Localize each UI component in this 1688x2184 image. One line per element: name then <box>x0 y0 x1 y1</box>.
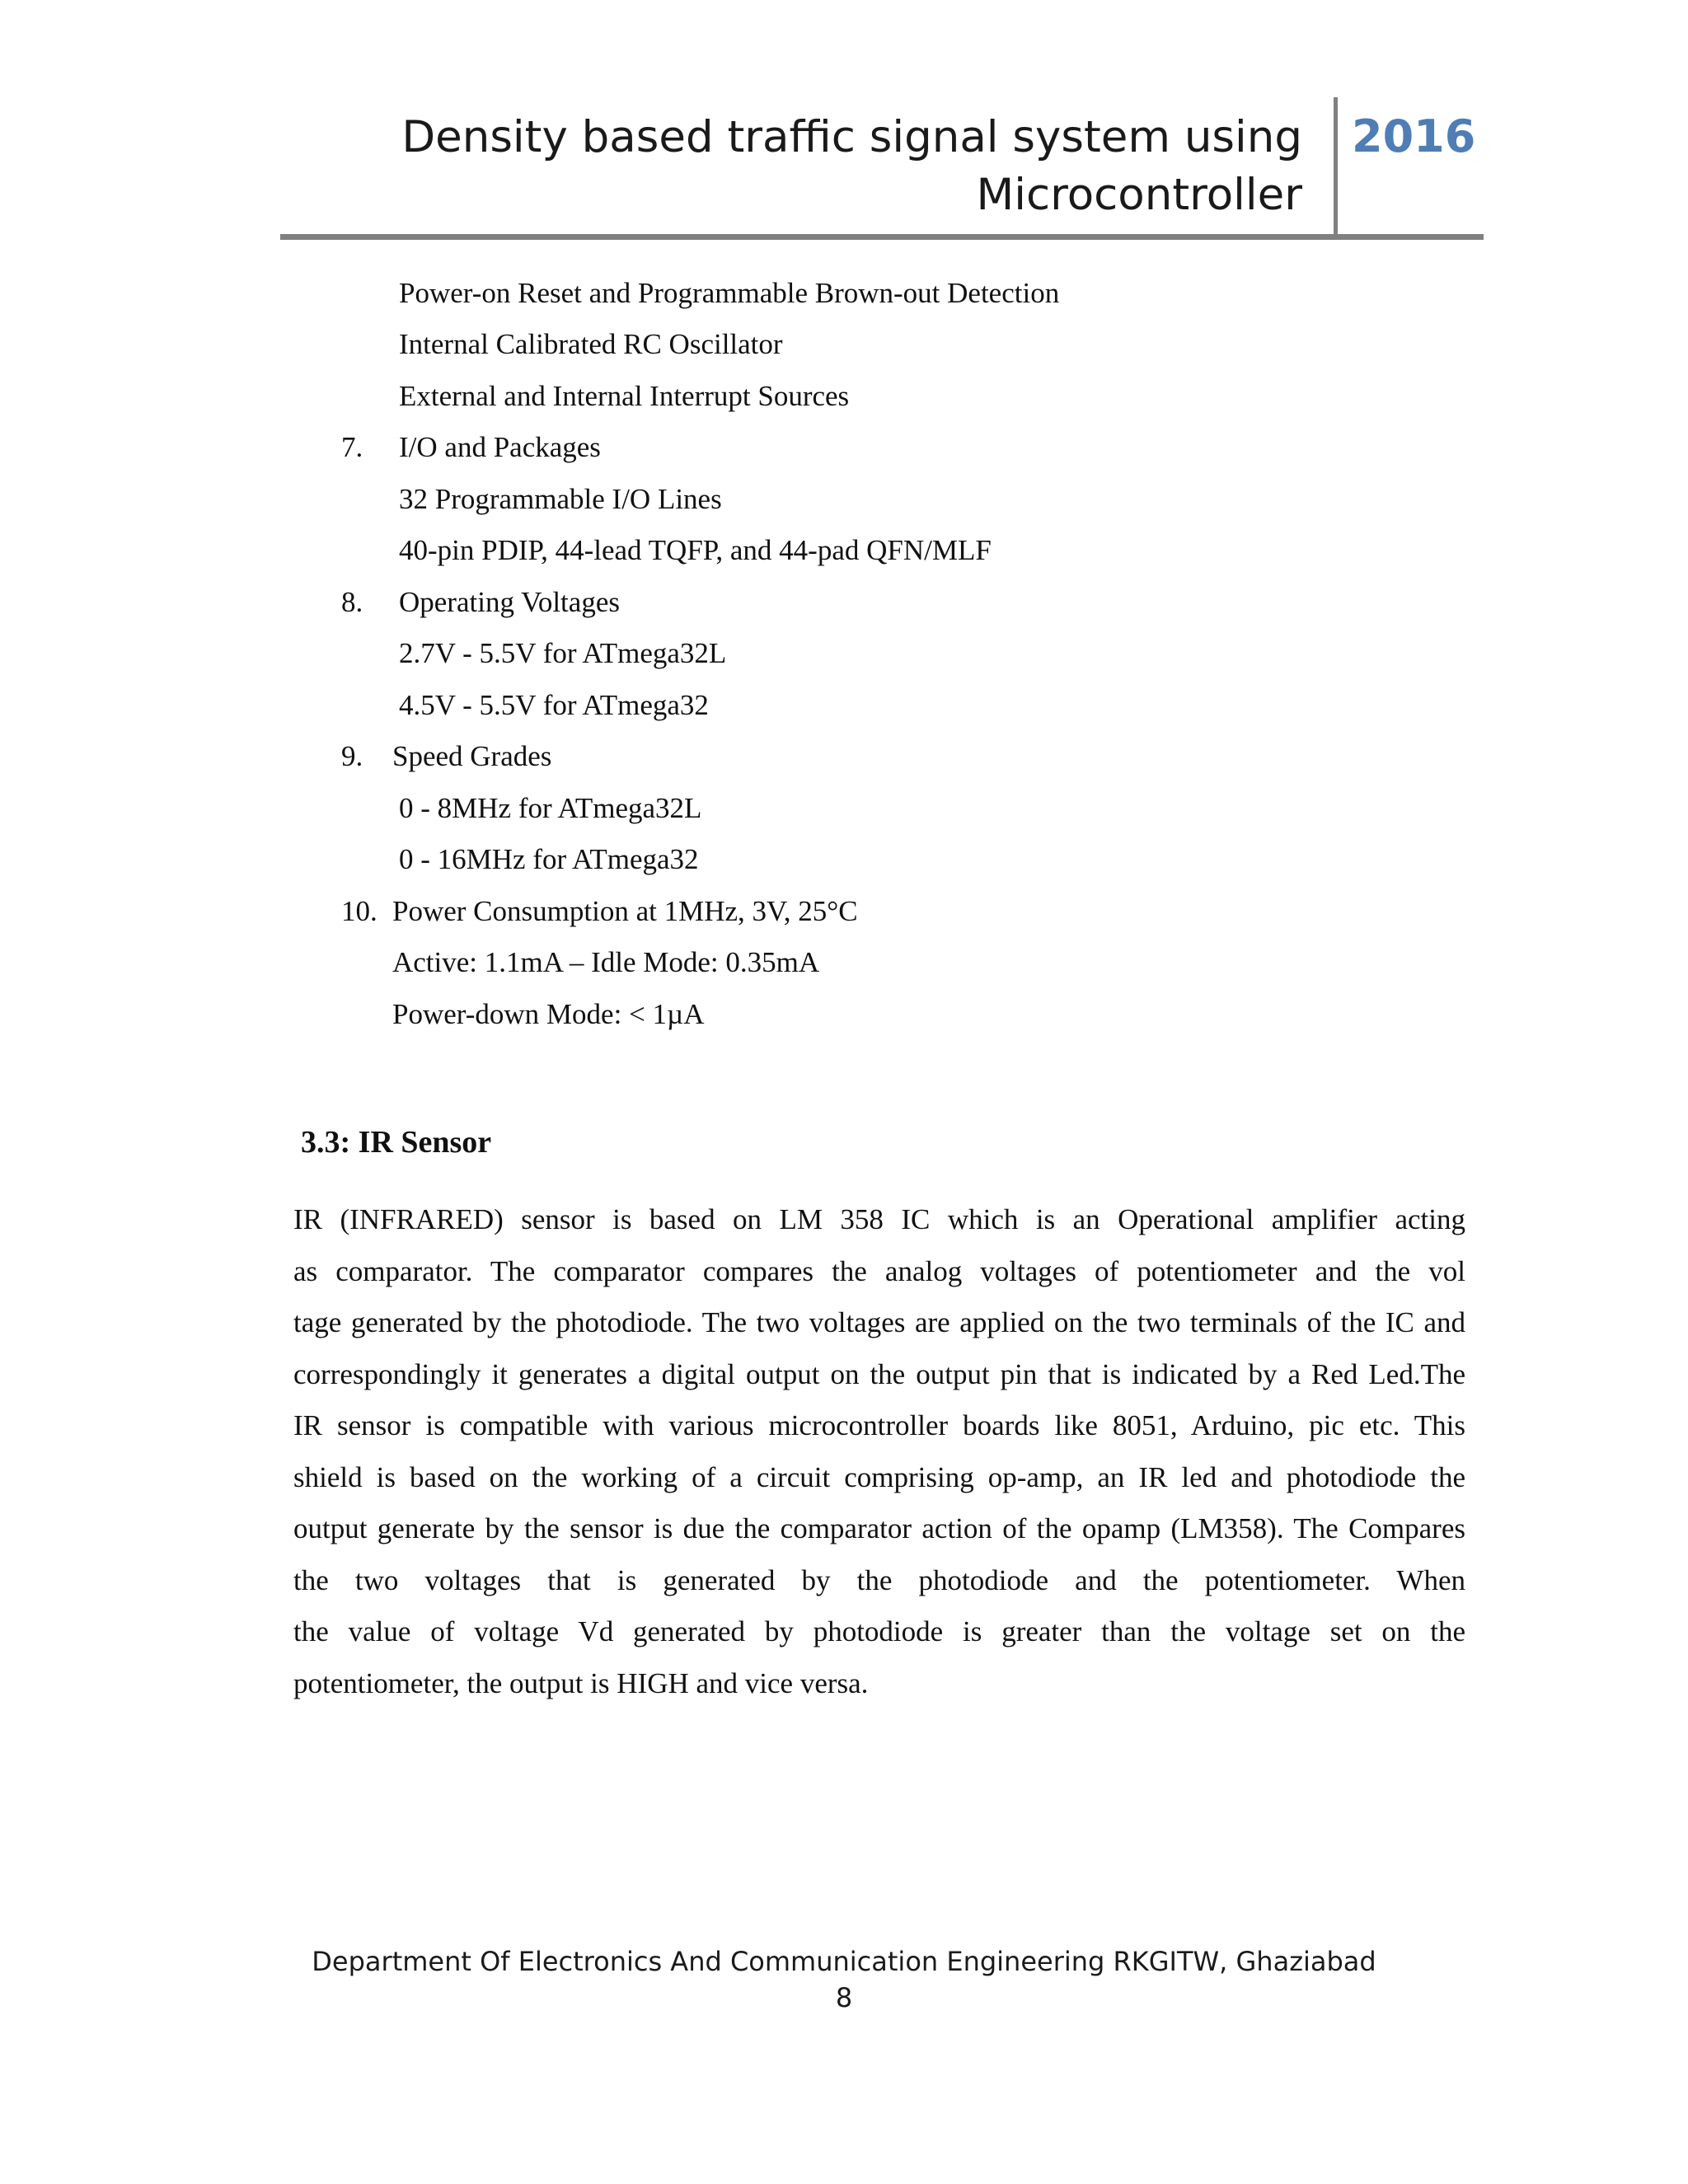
list-item-number: 10. <box>341 895 377 927</box>
list-item-number: 9. <box>341 740 363 772</box>
header-horizontal-rule <box>280 234 1484 240</box>
list-item-label: I/O and Packages <box>399 431 601 463</box>
list-subitem: 0 - 16MHz for ATmega32 <box>399 843 699 875</box>
list-subitem: Internal Calibrated RC Oscillator <box>399 328 783 360</box>
list-subitem: Power-down Mode: < 1µA <box>392 998 705 1030</box>
list-subitem: Active: 1.1mA – Idle Mode: 0.35mA <box>392 946 820 978</box>
paragraph-line: the two voltages that is generated by the photodiode and the potentiometer. When <box>293 1563 1465 1596</box>
page-number: 8 <box>835 1982 853 2013</box>
list-subitem: 32 Programmable I/O Lines <box>399 483 722 515</box>
paragraph-line: shield is based on the working of a circuit comprising op-amp, an IR led and photodiode the <box>293 1460 1465 1493</box>
list-item-number: 8. <box>341 586 363 618</box>
paragraph-line: output generate by the sensor is due the comparator action of the opamp (LM358). The Compares <box>293 1512 1465 1544</box>
list-item-label: Speed Grades <box>392 740 552 772</box>
paragraph-line: IR sensor is compatible with various microcontroller boards like 8051, Arduino, pic etc. This <box>293 1409 1465 1441</box>
section-paragraph <box>293 1202 1465 1717</box>
paragraph-line: as comparator. The comparator compares the analog voltages of potentiometer and the vol <box>293 1254 1465 1287</box>
header-year: 2016 <box>1352 110 1476 162</box>
paragraph-line: correspondingly it generates a digital output on the output pin that is indicated by a Red Led.The <box>293 1357 1465 1390</box>
list-subitem: External and Internal Interrupt Sources <box>399 380 850 412</box>
list-item-label: Power Consumption at 1MHz, 3V, 25°C <box>392 895 858 927</box>
list-subitem: Power-on Reset and Programmable Brown-out Detection <box>399 277 1060 309</box>
header-vertical-divider <box>1334 97 1338 234</box>
list-item-label: Operating Voltages <box>399 586 620 618</box>
list-subitem: 0 - 8MHz for ATmega32L <box>399 792 702 824</box>
paragraph-line: the value of voltage Vd generated by photodiode is greater than the voltage set on the <box>293 1615 1465 1647</box>
list-subitem: 4.5V - 5.5V for ATmega32 <box>399 689 709 721</box>
header-title-line-1: Density based traffic signal system using <box>401 112 1302 162</box>
list-item-number: 7. <box>341 431 363 463</box>
footer-department: Department Of Electronics And Communication Engineering RKGITW, Ghaziabad <box>312 1946 1376 1977</box>
paragraph-line: potentiometer, the output is HIGH and vice versa. <box>293 1666 869 1699</box>
section-heading: 3.3: IR Sensor <box>301 1125 492 1160</box>
page-footer <box>0 1943 1688 2016</box>
page-header <box>280 97 1484 239</box>
list-subitem: 2.7V - 5.5V for ATmega32L <box>399 637 727 669</box>
header-title <box>396 109 1302 224</box>
paragraph-line: tage generated by the photodiode. The two voltages are applied on the two terminals of the IC and <box>293 1306 1465 1338</box>
paragraph-line: IR (INFRARED) sensor is based on LM 358 IC which is an Operational amplifier acting <box>293 1203 1465 1235</box>
list-subitem: 40-pin PDIP, 44-lead TQFP, and 44-pad QFN/MLF <box>399 534 992 566</box>
header-title-line-2: Microcontroller <box>976 170 1302 220</box>
